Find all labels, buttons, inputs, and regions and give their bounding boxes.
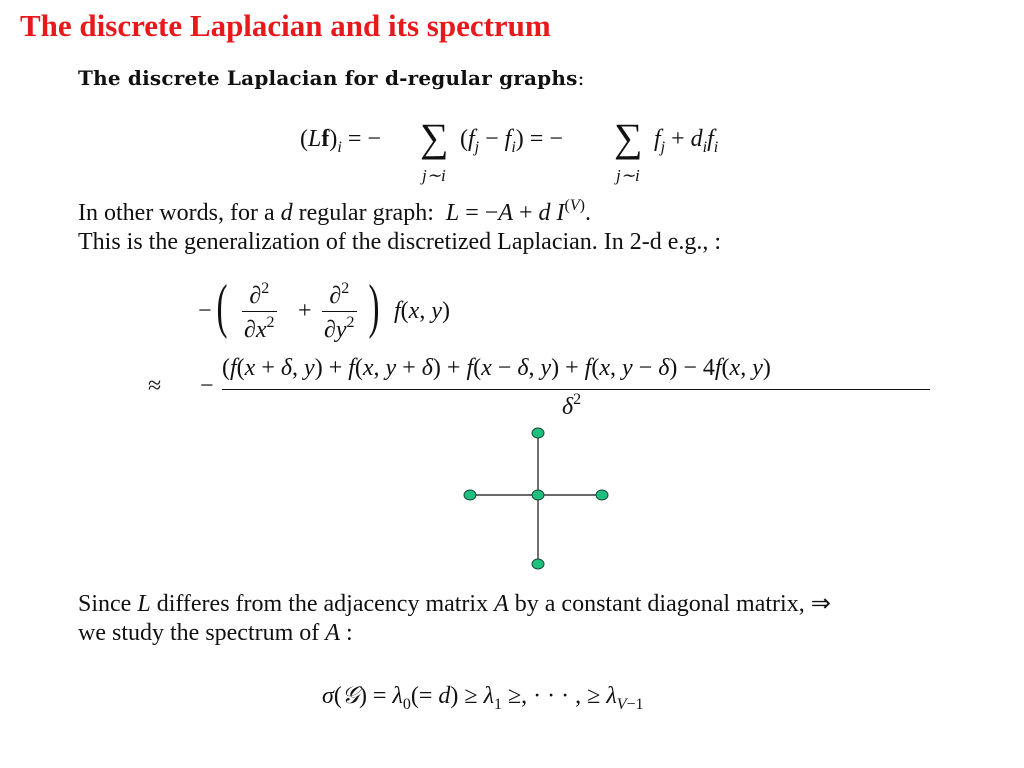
heading-text: The discrete Laplacian for d-regular graphs — [78, 66, 578, 90]
graph-node-center — [532, 490, 544, 500]
text-line-generalization: This is the generalization of the discretized Laplacian. In 2-d e.g., : — [78, 229, 722, 255]
text-fragment: : — [345, 620, 353, 646]
graph-node-bottom — [532, 559, 544, 569]
graph-node-left — [464, 490, 476, 500]
text-line-differs: Since L differes from the adjacency matrix A by a constant diagonal matrix, ⇒ — [78, 591, 831, 617]
spectrum-equation: σ(𝒢) = $\lambda_0(= d) \ge \lambda_1$ ≥, · · · , ≥ $\lambda_{V-1}$ — [322, 683, 644, 713]
text-line-spectrum: we study the spectrum of A : — [78, 620, 353, 646]
graph-node-top — [532, 428, 544, 438]
text-fragment: regular graph: — [298, 200, 434, 226]
slide-title: The discrete Laplacian and its spectrum — [20, 8, 551, 43]
text-line-regular-graph: In other words, for a d regular graph: L = −A + d $I^{(V)}$. — [78, 197, 591, 226]
heading-colon: : — [577, 66, 585, 90]
text-fragment: In other words, for a — [78, 200, 275, 226]
text-fragment: we study the spectrum of — [78, 620, 320, 646]
text-fragment: by a constant diagonal matrix, ⇒ — [514, 591, 831, 617]
graph-node-right — [596, 490, 608, 500]
text-fragment: Since — [78, 591, 132, 617]
discrete-approximation: ≈ − (f(x + δ, y) + f(x, y + δ) + f(x − δ, y) + f(x, y − δ) − 4f(x, y) $\delta^2$ — [148, 355, 948, 425]
text-fragment: differes from the adjacency matrix — [156, 591, 489, 617]
